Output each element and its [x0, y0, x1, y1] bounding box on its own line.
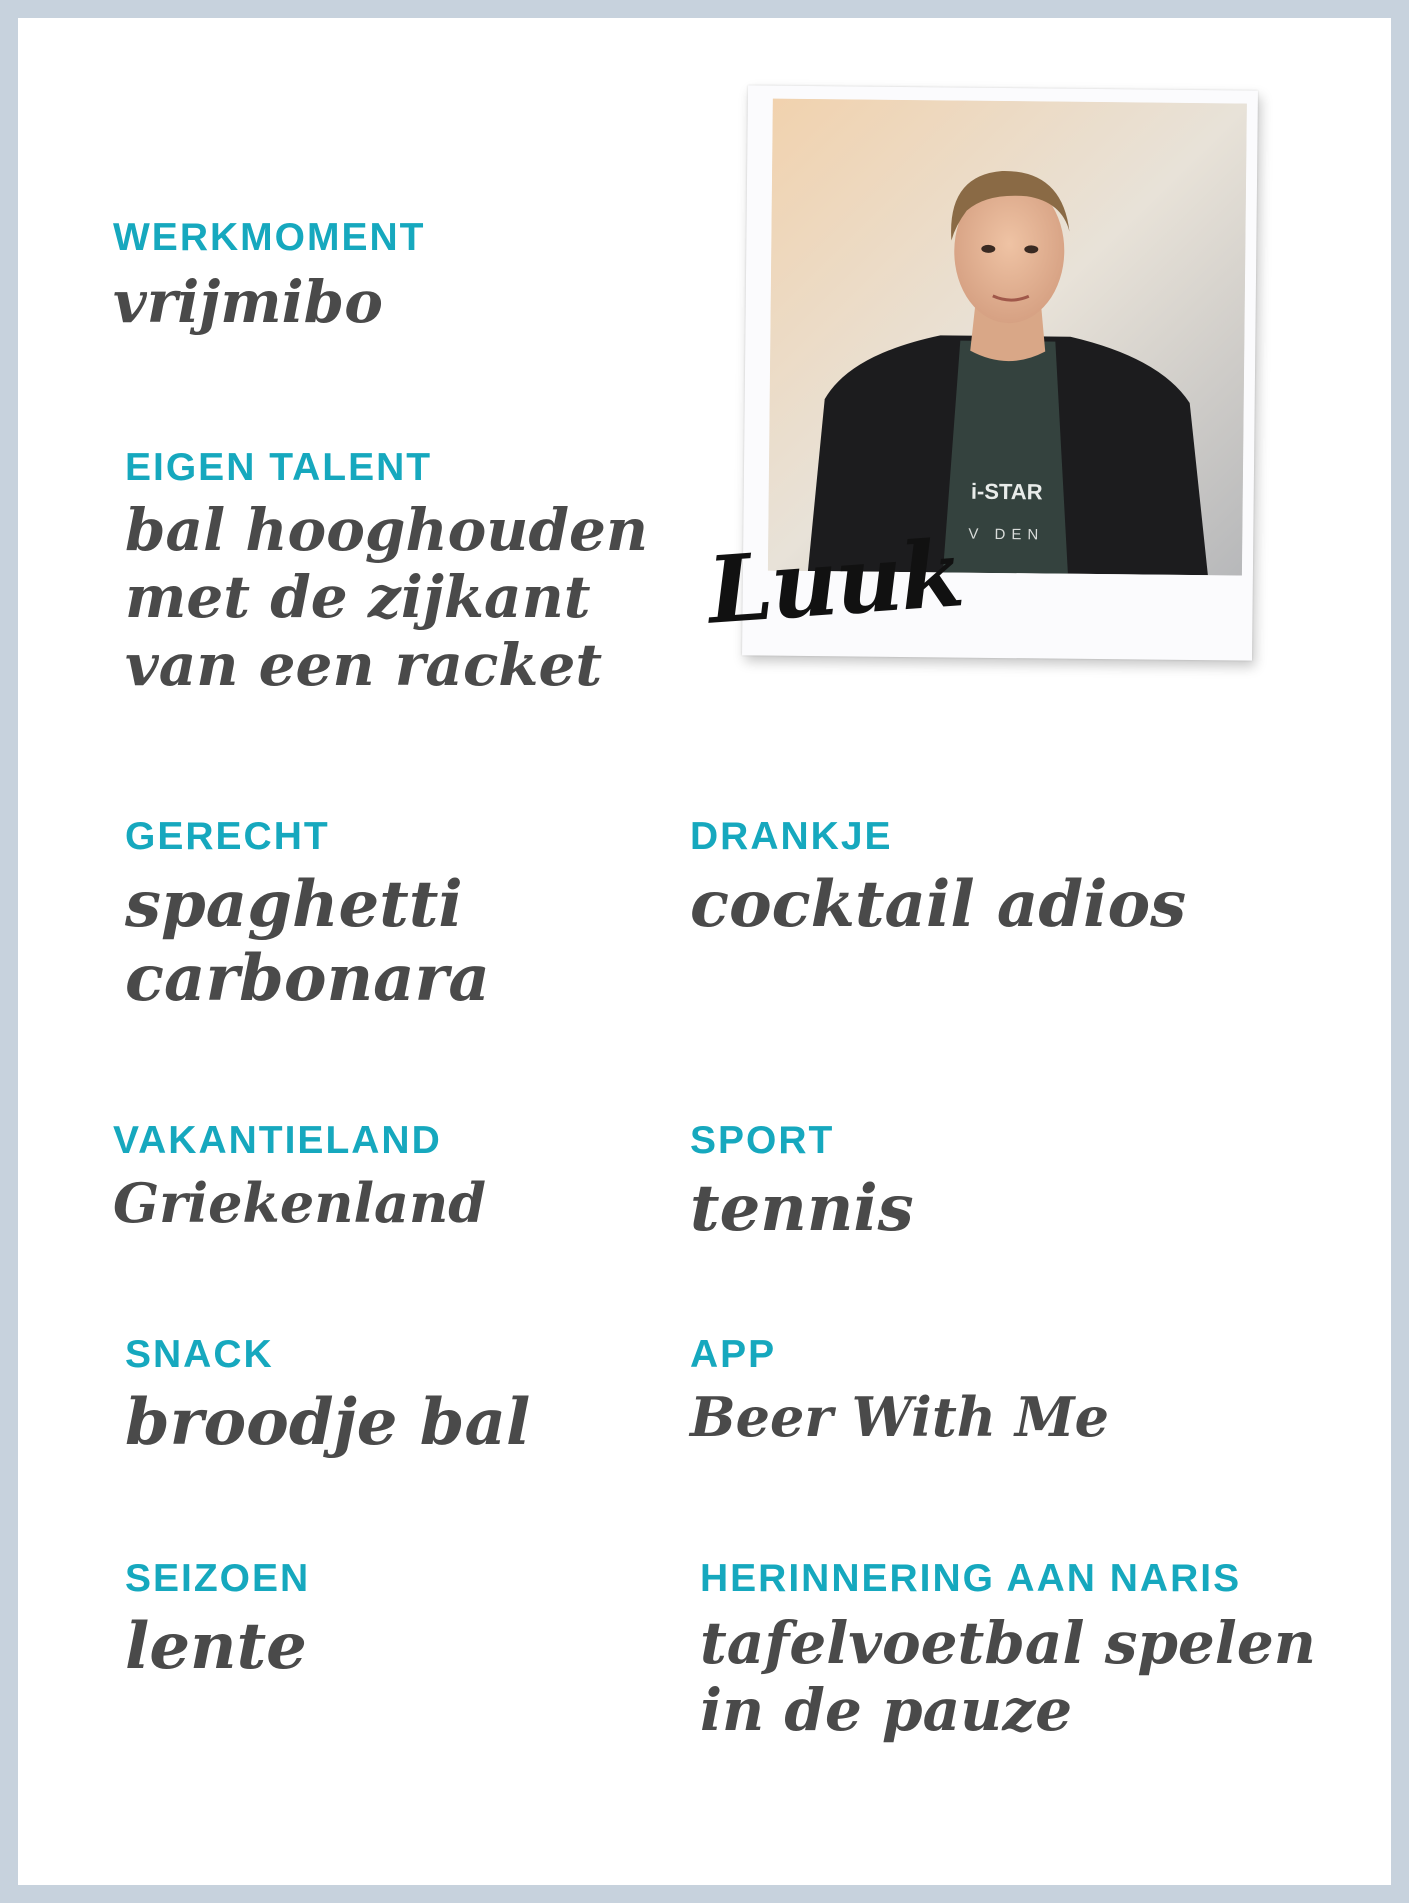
value-line: met de zijkant: [125, 563, 591, 632]
value-line: spaghetti: [125, 867, 463, 942]
value-seizoen: lente: [125, 1609, 307, 1684]
value-line: bal hooghouden: [125, 496, 649, 564]
value-line: carbonara: [125, 941, 490, 1017]
value-app: Beer With Me: [690, 1385, 1109, 1449]
label-gerecht: GERECHT: [125, 815, 330, 858]
field-seizoen: [125, 1559, 310, 1684]
profile-photo: [768, 99, 1247, 576]
value-gerecht: [125, 868, 490, 1016]
field-snack: [125, 1335, 530, 1460]
portrait-illustration: [768, 99, 1247, 576]
value-line: tafelvoetbal spelen: [700, 1609, 1316, 1677]
field-gerecht: [125, 817, 490, 1016]
value-snack: broodje bal: [125, 1385, 531, 1460]
value-herinnering: [700, 1610, 1316, 1745]
field-sport: [690, 1121, 914, 1246]
value-vakantieland: Griekenland: [113, 1171, 486, 1235]
label-app: APP: [690, 1333, 777, 1376]
label-drankje: DRANKJE: [690, 815, 893, 858]
label-werkmoment: WERKMOMENT: [113, 216, 426, 259]
value-sport: tennis: [690, 1171, 914, 1246]
field-vakantieland: [113, 1121, 486, 1235]
field-app: [690, 1335, 1109, 1449]
label-seizoen: SEIZOEN: [125, 1557, 311, 1600]
field-eigen-talent: [125, 448, 648, 699]
label-sport: SPORT: [690, 1119, 835, 1162]
value-line: van een racket: [125, 630, 603, 699]
value-line: in de pauze: [700, 1676, 1073, 1745]
value-eigen-talent: [125, 497, 648, 699]
field-herinnering: [700, 1559, 1316, 1745]
field-werkmoment: [113, 218, 425, 336]
label-vakantieland: VAKANTIELAND: [113, 1119, 442, 1162]
shirt-print-1: i-STAR: [970, 478, 1043, 505]
value-drankje: cocktail adios: [690, 867, 1187, 942]
field-drankje: [690, 817, 1186, 942]
label-eigen-talent: EIGEN TALENT: [125, 446, 433, 489]
label-herinnering: HERINNERING AAN NARIS: [700, 1557, 1242, 1600]
label-snack: SNACK: [125, 1333, 274, 1376]
value-werkmoment: vrijmibo: [113, 268, 383, 336]
shirt-print-2: V DEN: [968, 525, 1045, 544]
name-signature: Luuk: [704, 519, 966, 645]
